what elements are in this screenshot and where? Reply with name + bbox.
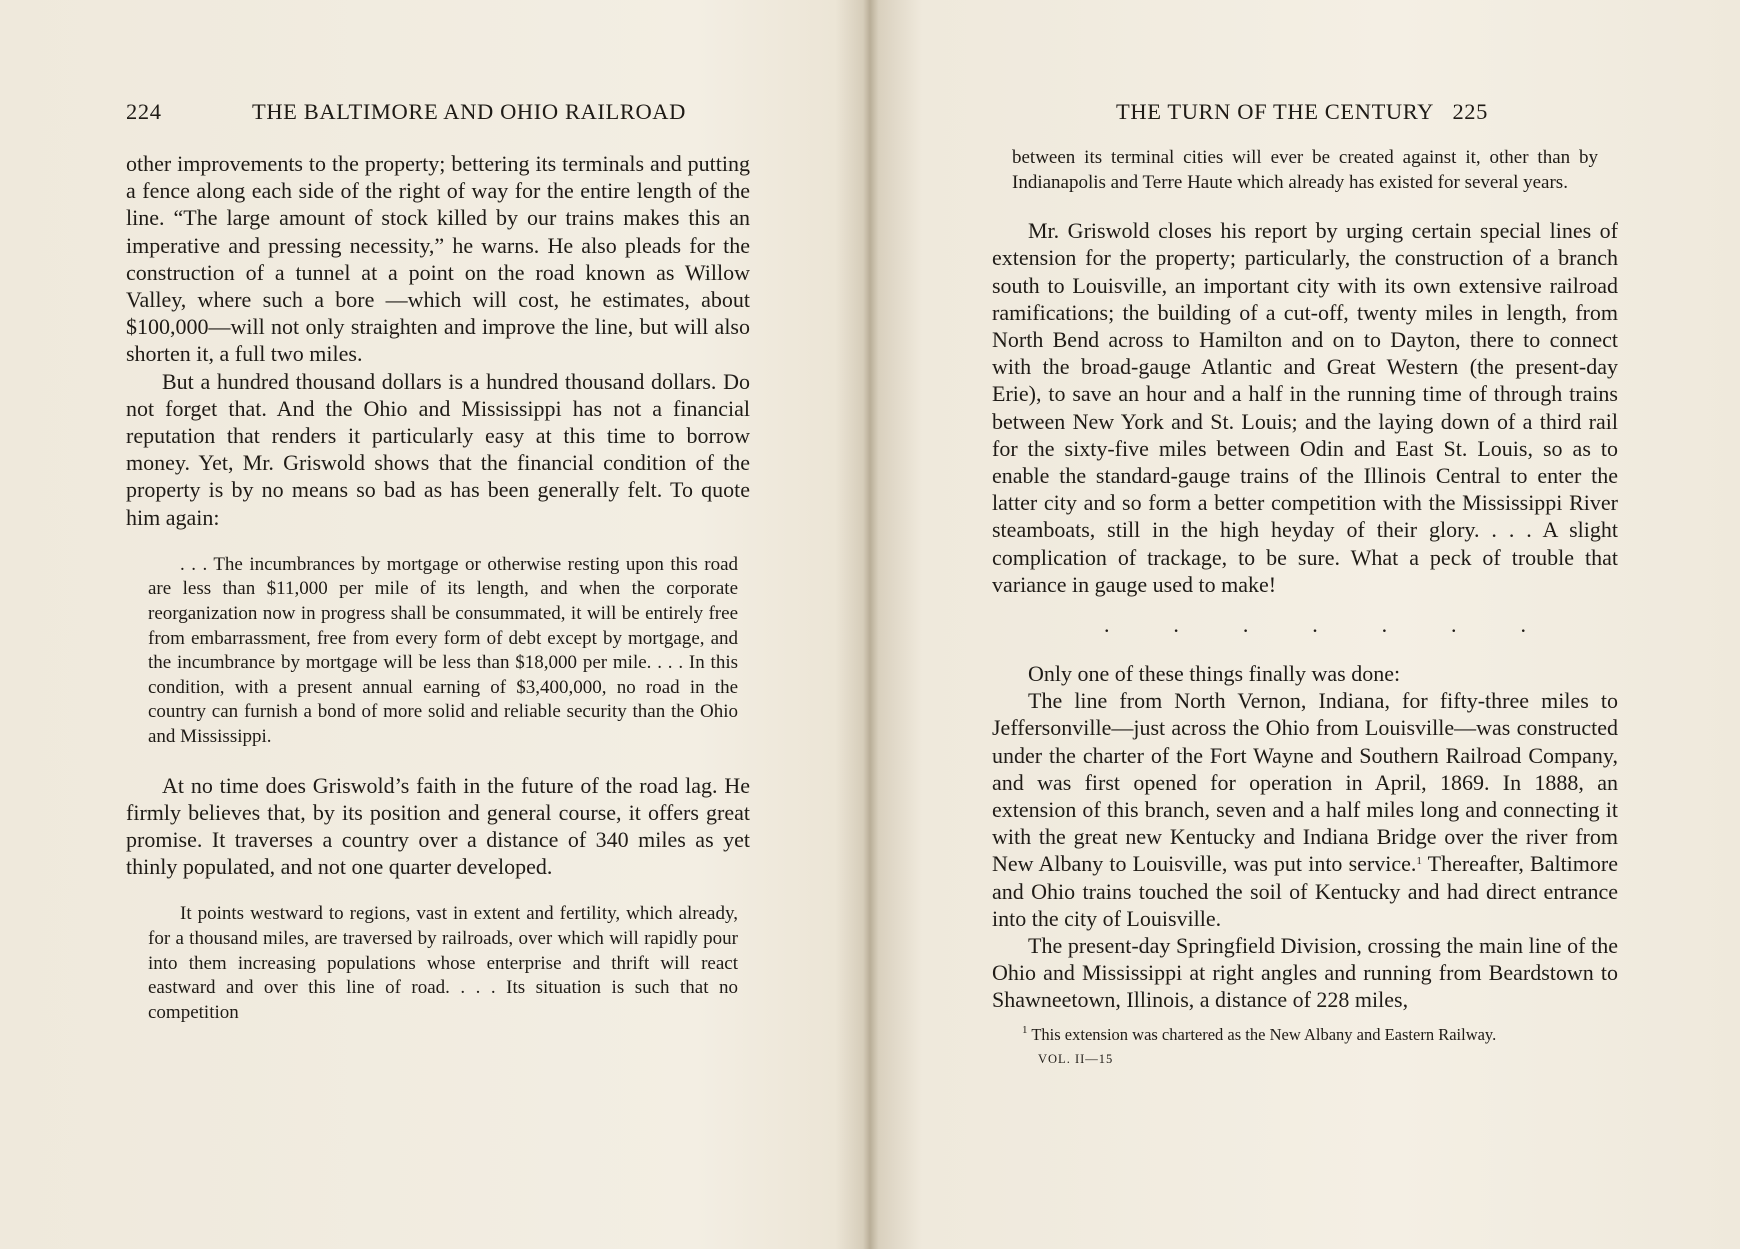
running-head-right bbox=[1116, 98, 1488, 126]
page-number-right: 225 bbox=[1452, 99, 1488, 124]
left-page bbox=[0, 0, 868, 1249]
separator-dot: . bbox=[1173, 612, 1179, 638]
paragraph: Only one of these things finally was done: bbox=[1028, 661, 1401, 687]
footnote bbox=[1022, 1024, 1618, 1046]
paragraph bbox=[992, 687, 1618, 932]
running-head-title-right: THE TURN OF THE CENTURY bbox=[1116, 99, 1434, 124]
block-quote-continued: between its terminal cities will ever be created against it, other than by Indianapolis and Terre Haute which already has existed for several years. bbox=[1012, 147, 1598, 193]
separator-dot: . bbox=[1242, 612, 1249, 638]
left-text-block bbox=[126, 150, 750, 1025]
right-page bbox=[872, 0, 1740, 1249]
paragraph: other improvements to the property; bettering its terminals and putting a fence along each side of the right of way for the entire length of the line. “The large amount of stock killed by our trains makes this an imperative and pressing necessity,” he warns. He also pleads for the construction of a tunnel at a point on the road known as Willow Valley, where such a bore —which will cost, he estimates, about $100,000—will not only straighten and improve the line, but will also shorten it, a full two miles. bbox=[126, 151, 750, 367]
separator-dot: . bbox=[1104, 612, 1110, 638]
separator-dot: . bbox=[1312, 612, 1318, 638]
right-text-block bbox=[992, 146, 1618, 1067]
block-quote: It points westward to regions, vast in extent and fertility, which already, for a thousand miles, are traversed by railroads, over which will rapidly pour into them increasing populations whose enterprise and thrift will react eastward and over this line of road. . . . Its situation is such that no competition bbox=[148, 903, 738, 1023]
paragraph: Mr. Griswold closes his report by urging certain special lines of extension for the property; particularly, the construction of a branch south to Louisville, an important city with its own extensive railroad ramifications; the building of a cut-off, twenty miles in length, from North Bend across to Hamilton and on to Dayton, there to connect with the broad-gauge Atlantic and Great Western (the present-day Erie), to save an hour and a half in the running time of through trains between New York and St. Louis; and the laying down of a third rail for the sixty-five miles between Odin and East St. Louis, so as to enable the standard-gauge trains of the Illinois Central to enter the latter city and so form a better competition with the Mississippi River steamboats, still in the high heyday of their glory. . . . A slight complication of trackage, to be sure. What a peck of trouble that variance in gauge used to make! bbox=[992, 218, 1618, 597]
paragraph-text: Thereafter, Baltimore and Ohio trains touched the soil of Kentucky and had direct entrance into the city of Louisville. bbox=[992, 851, 1618, 931]
footnote-text: This extension was chartered as the New Albany and Eastern Railway. bbox=[1031, 1024, 1497, 1044]
footnote-marker: 1 bbox=[1416, 855, 1422, 868]
paragraph-text: The line from North Vernon, Indiana, for fifty-three miles to Jeffersonville—just across the Ohio from Louisville—was constructed under the charter of the Fort Wayne and Southern Railroad Company, and was first opened for operation in April, 1869. In 1888, an extension of this branch, seven and a half miles long and connecting it with the great new Kentucky and Indiana Bridge over the river from New Albany to Louisville, was put into service. bbox=[992, 688, 1618, 877]
block-quote: . . . The incumbrances by mortgage or otherwise resting upon this road are less than $11,000 per mile of its length, and when the corporate reorganization now in progress shall be consummated, it will be entirely free from embarrassment, free from every form of debt except by mortgage, and the incumbrance by mortgage will be less than $18,000 per mile. . . . In this condition, with a present annual earning of $3,400,000, no road in the country can furnish a bond of more solid and reliable security than the Ohio and Mississippi. bbox=[148, 553, 738, 747]
separator-dot: . bbox=[1451, 612, 1457, 638]
paragraph: At no time does Griswold’s faith in the future of the road lag. He firmly believes that, by its position and general course, it offers great promise. It traverses a country over a distance of 340 miles as yet thinly populated, and not one quarter developed. bbox=[126, 772, 750, 880]
paragraph: The present-day Springfield Division, crossing the main line of the Ohio and Mississippi at right angles and running from Beardstown to Shawneetown, Illinois, a distance of 228 miles, bbox=[992, 933, 1618, 1013]
footnote-marker: 1 bbox=[1022, 1023, 1028, 1036]
separator-dot: . bbox=[1381, 612, 1388, 638]
signature-mark: VOL. II—15 bbox=[1038, 1051, 1114, 1066]
running-head-left bbox=[126, 98, 686, 126]
paragraph: But a hundred thousand dollars is a hundred thousand dollars. Do not forget that. And the Ohio and Mississippi has not a financial reputation that renders it particularly easy at this time to borrow money. Yet, Mr. Griswold shows that the financial condition of the property is by no means so bad as has been generally felt. To quote him again: bbox=[126, 368, 750, 530]
section-separator bbox=[1104, 612, 1526, 638]
page-number-left: 224 bbox=[126, 99, 162, 124]
separator-dot: . bbox=[1520, 612, 1526, 638]
running-head-title-left: THE BALTIMORE AND OHIO RAILROAD bbox=[251, 99, 686, 124]
